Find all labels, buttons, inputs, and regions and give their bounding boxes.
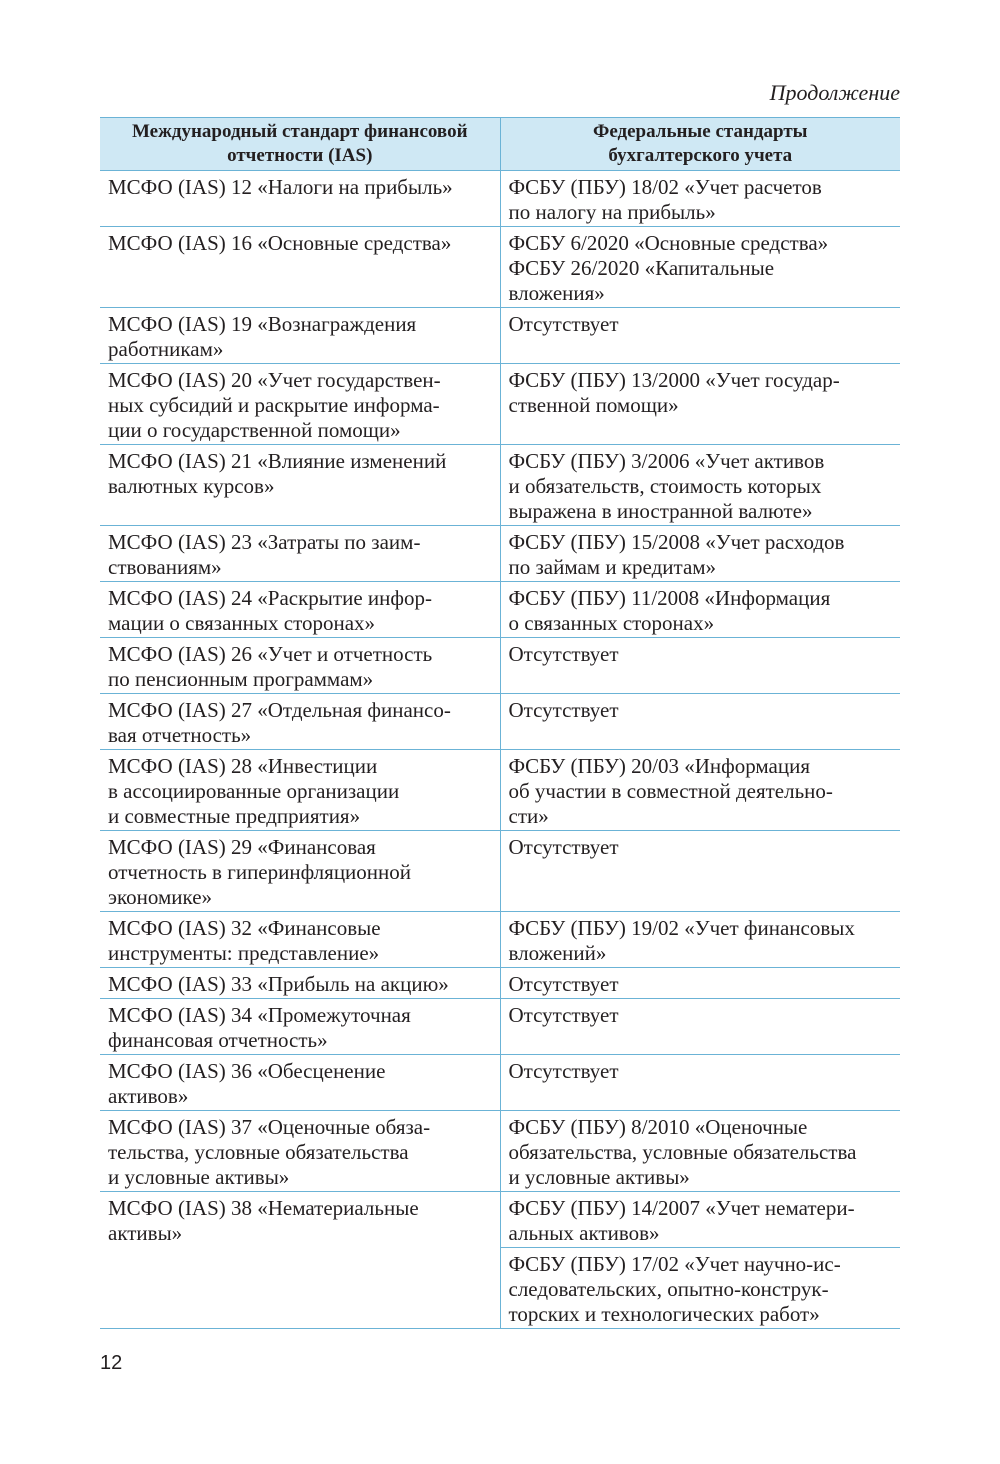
ias-standard-line: тельства, условные обязательства bbox=[108, 1140, 409, 1164]
ias-standard-line: мации о связанных сторонах» bbox=[108, 611, 376, 635]
ias-standard-cell bbox=[100, 526, 500, 582]
ias-standard-line: вая отчетность» bbox=[108, 723, 252, 747]
ias-standard-line: МСФО (IAS) 23 «Затраты по заим- bbox=[108, 530, 421, 554]
fsbu-standard-cell bbox=[500, 1111, 900, 1192]
fsbu-standard-line: ФСБУ (ПБУ) 3/2006 «Учет активов bbox=[508, 449, 825, 473]
fsbu-standard-line: альных активов» bbox=[508, 1221, 660, 1245]
fsbu-standard-line: выражена в иностранной валюте» bbox=[508, 499, 813, 523]
ias-standard-cell bbox=[100, 364, 500, 445]
fsbu-standard-line: ФСБУ (ПБУ) 14/2007 «Учет нематери- bbox=[508, 1196, 855, 1220]
table-row bbox=[100, 171, 900, 227]
table-row bbox=[100, 445, 900, 526]
fsbu-standard-cell bbox=[500, 831, 900, 912]
ias-standard-line: МСФО (IAS) 26 «Учет и отчетность bbox=[108, 642, 433, 666]
ias-standard-line: МСФО (IAS) 37 «Оценочные обяза- bbox=[108, 1115, 431, 1139]
fsbu-standard-line: вложения» bbox=[508, 281, 605, 305]
ias-standard-line: активы» bbox=[108, 1221, 183, 1245]
ias-standard-cell bbox=[100, 1192, 500, 1329]
fsbu-standard-line: Отсутствует bbox=[508, 1003, 619, 1027]
ias-standard-line: инструменты: представление» bbox=[108, 941, 380, 965]
ias-standard-line: МСФО (IAS) 19 «Вознаграждения bbox=[108, 312, 417, 336]
ias-standard-cell bbox=[100, 227, 500, 308]
ias-standard-line: и условные активы» bbox=[108, 1165, 290, 1189]
ias-standard-line: и совместные предприятия» bbox=[108, 804, 361, 828]
header-fsbu-line: бухгалтерского учета bbox=[608, 145, 793, 166]
ias-standard-line: МСФО (IAS) 33 «Прибыль на акцию» bbox=[108, 972, 449, 996]
fsbu-standard-line: ФСБУ (ПБУ) 19/02 «Учет финансовых bbox=[508, 916, 855, 940]
fsbu-standard-line: по займам и кредитам» bbox=[508, 555, 717, 579]
ias-standard-line: МСФО (IAS) 27 «Отдельная финансо- bbox=[108, 698, 451, 722]
ias-standard-line: ствованиям» bbox=[108, 555, 222, 579]
fsbu-standard-cell bbox=[500, 308, 900, 364]
fsbu-standard-line: Отсутствует bbox=[508, 312, 619, 336]
fsbu-standard-line: ФСБУ (ПБУ) 15/2008 «Учет расходов bbox=[508, 530, 845, 554]
fsbu-standard-cell bbox=[500, 1055, 900, 1111]
fsbu-standard-line: ФСБУ (ПБУ) 13/2000 «Учет государ- bbox=[508, 368, 840, 392]
ias-standard-cell bbox=[100, 638, 500, 694]
ias-standard-cell bbox=[100, 308, 500, 364]
ias-standard-line: МСФО (IAS) 24 «Раскрытие инфор- bbox=[108, 586, 432, 610]
fsbu-standard-line: ФСБУ 6/2020 «Основные средства» bbox=[508, 231, 829, 255]
header-fsbu bbox=[500, 118, 900, 171]
fsbu-standard-line: Отсутствует bbox=[508, 835, 619, 859]
fsbu-standard-line: об участии в совместной деятельно- bbox=[508, 779, 833, 803]
table-row bbox=[100, 1055, 900, 1111]
ias-standard-line: валютных курсов» bbox=[108, 474, 275, 498]
table-row bbox=[100, 912, 900, 968]
fsbu-standard-cell bbox=[500, 526, 900, 582]
fsbu-standard-line: Отсутствует bbox=[508, 1059, 619, 1083]
ias-standard-line: МСФО (IAS) 32 «Финансовые bbox=[108, 916, 381, 940]
ias-standard-line: МСФО (IAS) 36 «Обесценение bbox=[108, 1059, 386, 1083]
table-row bbox=[100, 694, 900, 750]
header-ias-line: Международный стандарт финансовой bbox=[131, 121, 468, 142]
fsbu-standard-line: ФСБУ (ПБУ) 20/03 «Информация bbox=[508, 754, 811, 778]
table-row bbox=[100, 582, 900, 638]
ias-standard-cell bbox=[100, 968, 500, 999]
ias-standard-line: МСФО (IAS) 12 «Налоги на прибыль» bbox=[108, 175, 453, 199]
ias-standard-cell bbox=[100, 999, 500, 1055]
ias-standard-line: финансовая отчетность» bbox=[108, 1028, 328, 1052]
ias-standard-line: МСФО (IAS) 34 «Промежуточная bbox=[108, 1003, 411, 1027]
fsbu-standard-line: о связанных сторонах» bbox=[508, 611, 715, 635]
fsbu-standard-cell bbox=[500, 968, 900, 999]
ias-standard-line: отчетность в гиперинфляционной bbox=[108, 860, 412, 884]
ias-standard-cell bbox=[100, 582, 500, 638]
ias-standard-line: активов» bbox=[108, 1084, 189, 1108]
table-row bbox=[100, 999, 900, 1055]
ias-standard-cell bbox=[100, 1055, 500, 1111]
fsbu-standard-line: и обязательств, стоимость которых bbox=[508, 474, 822, 498]
ias-standard-line: МСФО (IAS) 16 «Основные средства» bbox=[108, 231, 452, 255]
header-ias-line: отчетности (IAS) bbox=[227, 145, 373, 166]
fsbu-standard-cell bbox=[500, 912, 900, 968]
table-row bbox=[100, 308, 900, 364]
fsbu-standard-line: сти» bbox=[508, 804, 549, 828]
fsbu-standard-line: ФСБУ (ПБУ) 17/02 «Учет научно-ис- bbox=[508, 1252, 841, 1276]
ias-standard-line: ции о государственной помощи» bbox=[108, 418, 401, 442]
ias-standard-cell bbox=[100, 912, 500, 968]
table-row bbox=[100, 1192, 900, 1248]
ias-standard-line: по пенсионным программам» bbox=[108, 667, 374, 691]
ias-standard-line: ных субсидий и раскрытие информа- bbox=[108, 393, 440, 417]
fsbu-standard-cell bbox=[500, 445, 900, 526]
ias-standard-cell bbox=[100, 171, 500, 227]
fsbu-standard-line: ственной помощи» bbox=[508, 393, 679, 417]
ias-standard-line: экономике» bbox=[108, 885, 213, 909]
fsbu-standard-line: обязательства, условные обязательства bbox=[508, 1140, 857, 1164]
ias-standard-cell bbox=[100, 1111, 500, 1192]
fsbu-standard-line: ФСБУ (ПБУ) 18/02 «Учет расчетов bbox=[508, 175, 822, 199]
ias-standard-cell bbox=[100, 694, 500, 750]
fsbu-standard-cell bbox=[500, 750, 900, 831]
fsbu-standard-cell bbox=[500, 1248, 900, 1329]
table-row bbox=[100, 638, 900, 694]
table-row bbox=[100, 1111, 900, 1192]
ias-standard-line: МСФО (IAS) 38 «Нематериальные bbox=[108, 1196, 419, 1220]
table-header-row bbox=[100, 118, 900, 171]
fsbu-standard-line: ФСБУ (ПБУ) 8/2010 «Оценочные bbox=[508, 1115, 808, 1139]
header-fsbu-line: Федеральные стандарты bbox=[593, 121, 808, 142]
ias-standard-cell bbox=[100, 445, 500, 526]
fsbu-standard-cell bbox=[500, 227, 900, 308]
fsbu-standard-line: следовательских, опытно-конструк- bbox=[508, 1277, 829, 1301]
ias-standard-line: работникам» bbox=[108, 337, 224, 361]
fsbu-standard-cell bbox=[500, 638, 900, 694]
page-number: 12 bbox=[100, 1352, 123, 1374]
ias-standard-line: МСФО (IAS) 20 «Учет государствен- bbox=[108, 368, 441, 392]
table-row bbox=[100, 364, 900, 445]
fsbu-standard-cell bbox=[500, 694, 900, 750]
ias-standard-cell bbox=[100, 831, 500, 912]
fsbu-standard-cell bbox=[500, 999, 900, 1055]
fsbu-standard-line: по налогу на прибыль» bbox=[508, 200, 716, 224]
table-row bbox=[100, 968, 900, 999]
table-row bbox=[100, 750, 900, 831]
table-row bbox=[100, 526, 900, 582]
fsbu-standard-line: и условные активы» bbox=[508, 1165, 690, 1189]
fsbu-standard-cell bbox=[500, 171, 900, 227]
fsbu-standard-cell bbox=[500, 1192, 900, 1248]
table-row bbox=[100, 227, 900, 308]
ias-standard-cell bbox=[100, 750, 500, 831]
fsbu-standard-line: Отсутствует bbox=[508, 972, 619, 996]
table-body bbox=[100, 171, 900, 1329]
table-row bbox=[100, 831, 900, 912]
ias-standard-line: в ассоциированные организации bbox=[108, 779, 400, 803]
standards-comparison-table bbox=[100, 117, 900, 1329]
fsbu-standard-line: Отсутствует bbox=[508, 642, 619, 666]
ias-standard-line: МСФО (IAS) 21 «Влияние изменений bbox=[108, 449, 447, 473]
fsbu-standard-line: торских и технологических работ» bbox=[508, 1302, 820, 1326]
fsbu-standard-line: Отсутствует bbox=[508, 698, 619, 722]
ias-standard-line: МСФО (IAS) 29 «Финансовая bbox=[108, 835, 376, 859]
ias-standard-line: МСФО (IAS) 28 «Инвестиции bbox=[108, 754, 378, 778]
fsbu-standard-cell bbox=[500, 364, 900, 445]
header-ias bbox=[100, 118, 500, 171]
fsbu-standard-line: ФСБУ 26/2020 «Капитальные bbox=[508, 256, 775, 280]
continuation-label: Продолжение bbox=[769, 80, 900, 105]
fsbu-standard-line: вложений» bbox=[508, 941, 607, 965]
fsbu-standard-cell bbox=[500, 582, 900, 638]
fsbu-standard-line: ФСБУ (ПБУ) 11/2008 «Информация bbox=[508, 586, 831, 610]
